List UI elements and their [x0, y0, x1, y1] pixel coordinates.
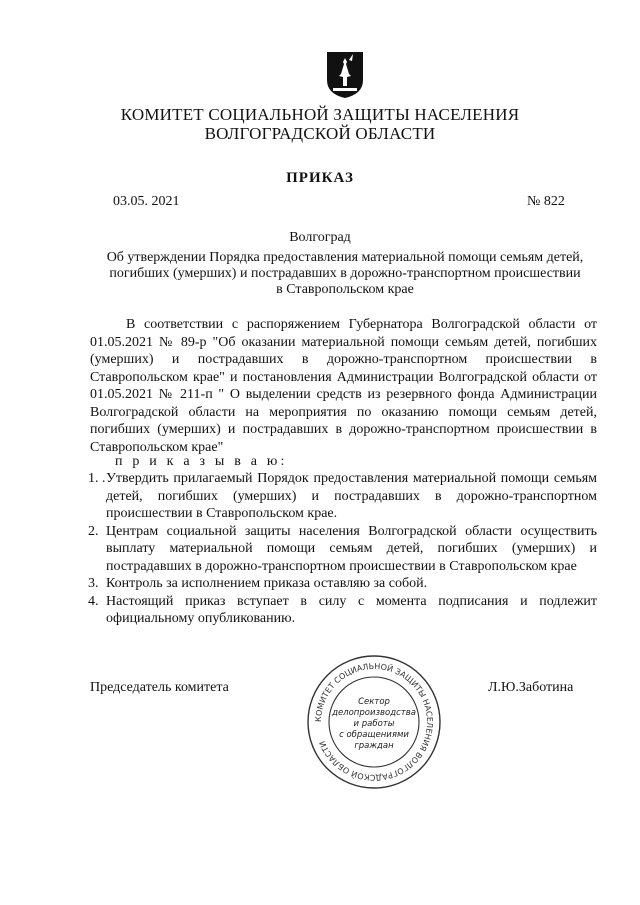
- order-item-number: 1. .: [88, 471, 106, 486]
- order-preamble: В соответствии с распоряжением Губернатора Волгоградской области от 01.05.2021 № 89-р "Об оказании материальной помощи семьям детей, погибших (умерших) и пострадавших в дорожно-транспортном происшествии в Ставропольском крае" и постановления Администрации Волгоградской области от 01.05.2021 № 211-п " О выделении средств из резервного фонда Администрации Волгоградской области на мероприятия по оказанию помощи семьям детей, погибших (умерших) и пострадавших в дорожно-транспортном происшествии в Ставропольском крае": [90, 317, 597, 455]
- order-directive: п р и к а з ы в а ю:: [115, 454, 288, 469]
- stamp-center-line: с обращениями: [339, 730, 409, 740]
- stamp-ring-text: КОМИТЕТ СОЦИАЛЬНОЙ ЗАЩИТЫ НАСЕЛЕНИЯ ВОЛГОГРАДСКОЙ ОБЛАСТИ: [313, 661, 435, 783]
- signatory-name: Л.Ю.Заботина: [488, 680, 574, 695]
- org-name-line2: ВОЛГОГРАДСКОЙ ОБЛАСТИ: [204, 124, 436, 143]
- coat-of-arms-emblem: [325, 50, 365, 100]
- signatory-position: Председатель комитета: [90, 680, 229, 695]
- stamp-center-line: и работы: [353, 719, 395, 729]
- order-item-text: Контроль за исполнением приказа оставляю за собой.: [106, 576, 428, 591]
- stamp-center-line: граждан: [354, 741, 394, 751]
- order-subject: Об утверждении Порядка предоставления материальной помощи семьям детей, погибших (умерших) и пострадавших в дорожно-транспортном происшествии в Ставропольском крае: [106, 250, 584, 297]
- stamp-icon: [304, 652, 444, 792]
- order-item: [88, 470, 597, 523]
- order-item-text: Утвердить прилагаемый Порядок предоставления материальной помощи семьям детей, погибших (умерших) и пострадавших в дорожно-транспортном происшествии в Ставропольском крае.: [106, 471, 597, 521]
- stamp-center-line: делопроизводства: [332, 708, 416, 718]
- order-date: 03.05. 2021: [113, 194, 180, 209]
- order-preamble-block: [90, 316, 597, 456]
- order-city: Волгоград: [289, 230, 351, 245]
- order-item-number: 3.: [88, 576, 99, 591]
- org-name-line1: КОМИТЕТ СОЦИАЛЬНОЙ ЗАЩИТЫ НАСЕЛЕНИЯ: [120, 105, 520, 124]
- order-item-text: Центрам социальной защиты населения Волгоградской области осуществить выплату материальной помощи семьям детей, погибших (умерших) и пострадавших в дорожно-транспортном происшествии в Ставропольском крае: [106, 523, 597, 574]
- order-item-number: 4.: [88, 593, 99, 609]
- order-item: [88, 593, 597, 628]
- order-item: [88, 575, 597, 593]
- official-stamp: [304, 652, 444, 792]
- order-item-text: Настоящий приказ вступает в силу с момента подписания и подлежит официальному опубликованию.: [106, 593, 597, 626]
- stamp-center-line: Сектор: [358, 697, 390, 707]
- document-title: ПРИКАЗ: [286, 170, 354, 186]
- order-items-list: [88, 470, 597, 628]
- order-item: [88, 523, 597, 576]
- order-item-number: 2.: [88, 523, 99, 539]
- order-number: № 822: [527, 194, 565, 209]
